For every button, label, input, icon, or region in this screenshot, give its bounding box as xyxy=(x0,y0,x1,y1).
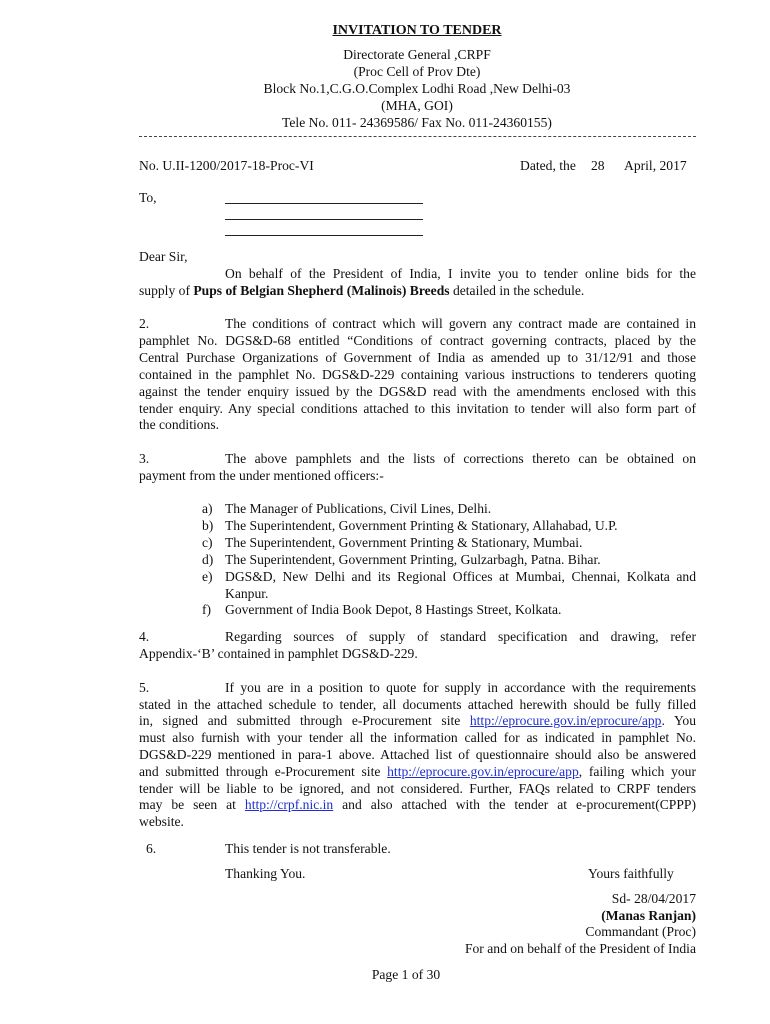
list-item: The Superintendent, Government Printing & Stationary, Mumbai. xyxy=(225,535,583,550)
address-blank-line xyxy=(225,219,423,220)
para5-line: and submitted through e-Procurement site http://eprocure.gov.in/eprocure/app, failing which your xyxy=(139,764,697,779)
closing-thanks: Thanking You. xyxy=(225,866,306,881)
para5-line: must also furnish with your tender all the information called for as indicated in pamphlet No. xyxy=(139,730,696,745)
para1-line: supply of Pups of Belgian Shepherd (Malinois) Breeds detailed in the schedule. xyxy=(139,283,585,298)
list-item: The Manager of Publications, Civil Lines, Delhi. xyxy=(225,501,492,516)
address-blank-line xyxy=(225,235,423,236)
para3-line: payment from the under mentioned officers:- xyxy=(139,468,384,483)
signature-date: Sd- 28/04/2017 xyxy=(611,891,696,906)
list-item-label: b) xyxy=(202,518,214,533)
para2-line: the conditions. xyxy=(139,417,220,432)
org-address: Block No.1,C.G.O.Complex Lodhi Road ,New Delhi-03 xyxy=(263,81,571,96)
salutation: Dear Sir, xyxy=(139,249,188,264)
para3-line: The above pamphlets and the lists of corrections thereto can be obtained on xyxy=(225,451,696,466)
para5-line: stated in the attached schedule to tender, all documents attached herewith should be fully filled xyxy=(139,697,696,712)
list-item-label: c) xyxy=(202,535,213,550)
to-label: To, xyxy=(139,190,157,205)
para4-line: Appendix-‘B’ contained in pamphlet DGS&D-229. xyxy=(139,646,418,661)
para4-number: 4. xyxy=(139,629,150,644)
para4-line: Regarding sources of supply of standard specification and drawing, refer xyxy=(225,629,696,644)
para2-line: The conditions of contract which will govern any contract made are contained in xyxy=(225,316,696,331)
closing-yours: Yours faithfully xyxy=(588,866,674,881)
para2-line: against the tender enquiry issued by the DGS&D read with the amendments enclosed with this xyxy=(139,384,696,399)
signatory-designation: Commandant (Proc) xyxy=(585,924,696,939)
list-item: DGS&D, New Delhi and its Regional Offices at Mumbai, Chennai, Kolkata and xyxy=(225,569,696,584)
date-month-year: April, 2017 xyxy=(624,158,687,173)
para6-text: This tender is not transferable. xyxy=(225,841,391,856)
org-ministry: (MHA, GOI) xyxy=(381,98,453,113)
tender-item: Pups of Belgian Shepherd (Malinois) Breeds xyxy=(193,283,450,298)
document-title: INVITATION TO TENDER xyxy=(332,23,502,38)
para5-line: tender will be liable to be ignored, and not considered. Further, FAQs related to CRPF tenders xyxy=(139,781,696,796)
signatory-name: (Manas Ranjan) xyxy=(601,908,696,923)
list-item-label: d) xyxy=(202,552,214,567)
header-divider xyxy=(139,136,696,137)
list-item: The Superintendent, Government Printing, Gulzarbagh, Patna. Bihar. xyxy=(225,552,601,567)
date-prefix: Dated, the xyxy=(520,158,576,173)
para3-number: 3. xyxy=(139,451,150,466)
para1-line: On behalf of the President of India, I invite you to tender online bids for the xyxy=(225,266,696,281)
para5-line: may be seen at http://crpf.nic.in and also attached with the tender at e-procurement(CPPP) xyxy=(139,797,696,812)
signatory-behalf: For and on behalf of the President of India xyxy=(464,941,696,956)
para2-line: pamphlet No. DGS&D-68 entitled “Conditions of contract governing contracts, placed by the xyxy=(139,333,696,348)
address-blank-line xyxy=(225,203,423,204)
para5-line: If you are in a position to quote for supply in accordance with the requirements xyxy=(225,680,696,695)
para5-line: website. xyxy=(139,814,184,829)
org-name: Directorate General ,CRPF xyxy=(343,47,491,62)
para5-line: DGS&D-229 mentioned in para-1 above. Attached list of questionnaire should also be answered xyxy=(139,747,696,762)
list-item-label: e) xyxy=(202,569,213,584)
list-item-label: a) xyxy=(202,501,213,516)
para2-number: 2. xyxy=(139,316,150,331)
page-number: Page 1 of 30 xyxy=(371,967,441,982)
org-cell: (Proc Cell of Prov Dte) xyxy=(353,64,481,79)
para5-line: in, signed and submitted through e-Procurement site http://eprocure.gov.in/eprocure/app. You xyxy=(139,713,696,728)
list-item-continuation: Kanpur. xyxy=(225,586,269,601)
reference-number: No. U.II-1200/2017-18-Proc-VI xyxy=(139,158,314,173)
eprocure-link[interactable]: http://eprocure.gov.in/eprocure/app xyxy=(387,764,579,779)
org-phone: Tele No. 011- 24369586/ Fax No. 011-24360155) xyxy=(282,115,552,130)
para2-line: Central Purchase Organizations of Government of India as amended up to 31/12/91 and those xyxy=(139,350,696,365)
eprocure-link[interactable]: http://eprocure.gov.in/eprocure/app xyxy=(469,713,662,728)
para5-number: 5. xyxy=(139,680,150,695)
date-day: 28 xyxy=(591,158,605,173)
para2-line: tender enquiry. Any special conditions attached to this invitation to tender will also form part of xyxy=(139,401,696,416)
para2-line: contained in the pamphlet No. DGS&D-229 containing various instructions to tenderers quoting xyxy=(139,367,696,382)
list-item: Government of India Book Depot, 8 Hastings Street, Kolkata. xyxy=(225,602,562,617)
crpf-link[interactable]: http://crpf.nic.in xyxy=(244,797,334,812)
para6-number: 6. xyxy=(146,841,157,856)
list-item-label: f) xyxy=(202,602,212,617)
list-item: The Superintendent, Government Printing & Stationary, Allahabad, U.P. xyxy=(225,518,618,533)
